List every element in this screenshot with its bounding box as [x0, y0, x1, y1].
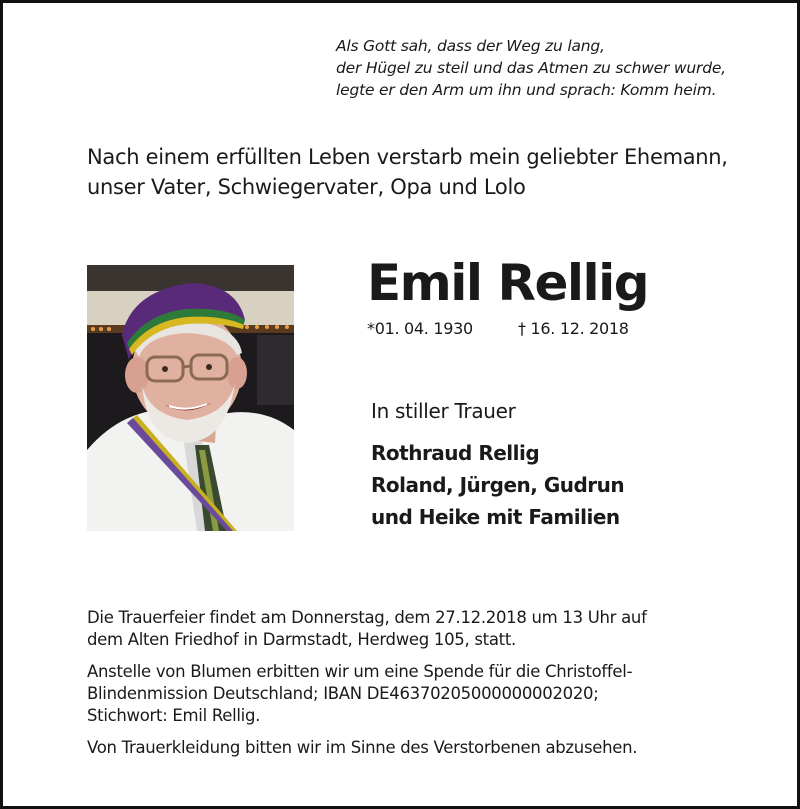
info-line: dem Alten Friedhof in Darmstadt, Herdweg 105, statt.	[87, 630, 516, 649]
portrait-photo	[87, 265, 294, 531]
poem-line: legte er den Arm um ihn und sprach: Komm heim.	[336, 81, 717, 99]
poem-line: der Hügel zu steil und das Atmen zu schwer wurde,	[336, 59, 726, 77]
info-line: Von Trauerkleidung bitten wir im Sinne des Verstorbenen abzusehen.	[87, 738, 638, 757]
mourner-line: Roland, Jürgen, Gudrun	[371, 473, 625, 497]
service-info	[87, 597, 777, 769]
mourner-line: und Heike mit Familien	[371, 505, 620, 529]
death-date: † 16. 12. 2018	[518, 319, 629, 338]
mourners-list	[371, 437, 624, 533]
poem-verse	[336, 35, 776, 101]
intro-text	[87, 142, 767, 202]
info-line: Die Trauerfeier findet am Donnerstag, dem 27.12.2018 um 13 Uhr auf	[87, 608, 647, 627]
deceased-name: Emil Rellig	[367, 254, 649, 312]
mourner-line: Rothraud Rellig	[371, 441, 540, 465]
birth-date: *01. 04. 1930	[367, 319, 473, 338]
mourning-heading: In stiller Trauer	[371, 399, 516, 423]
info-line: Anstelle von Blumen erbitten wir um eine Spende für die Christoffel-	[87, 662, 633, 681]
intro-line: unser Vater, Schwiegervater, Opa und Lolo	[87, 175, 526, 199]
info-line: Stichwort: Emil Rellig.	[87, 706, 261, 725]
poem-line: Als Gott sah, dass der Weg zu lang,	[336, 37, 605, 55]
info-line: Blindenmission Deutschland; IBAN DE46370205000000002020;	[87, 684, 599, 703]
intro-line: Nach einem erfüllten Leben verstarb mein geliebter Ehemann,	[87, 145, 728, 169]
